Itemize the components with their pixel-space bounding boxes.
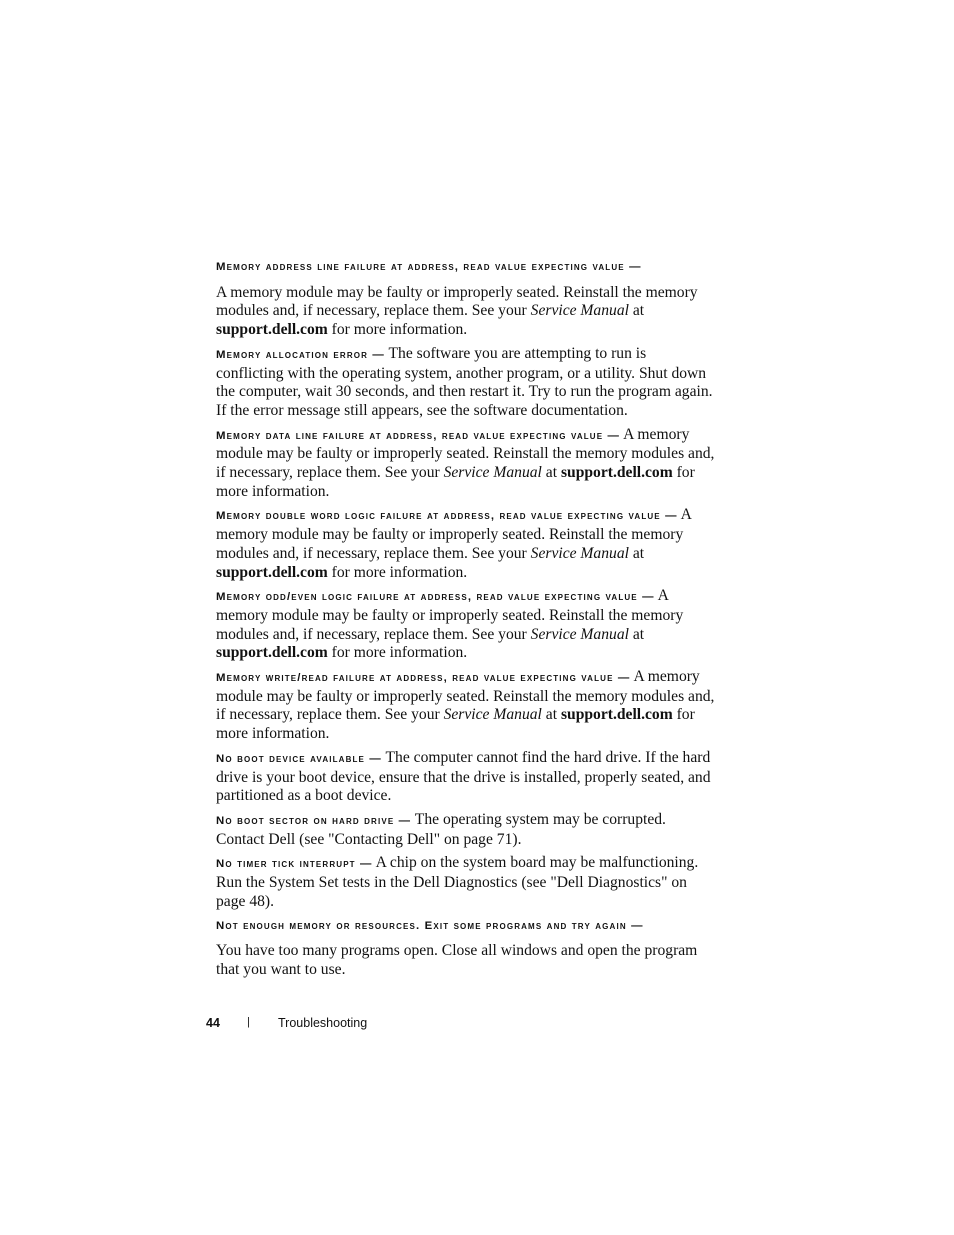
error-description <box>216 284 716 340</box>
description-text: The operating system may be corrupted. Contact Dell (see "Contacting Dell" on page 71). <box>216 810 666 848</box>
description-text: at <box>541 706 561 724</box>
support-link[interactable]: support.dell.com <box>216 644 328 662</box>
error-heading: Memory odd/even logic failure at address, read value expecting value — <box>216 591 655 604</box>
description-text: A memory module may be faulty or improperly seated. Reinstall the memory modules and, if necessary, replace them. See your <box>216 283 698 320</box>
error-entry-no-boot-device <box>216 749 716 806</box>
error-description: You have too many programs open. Close all windows and open the program that you want to use. <box>216 942 698 978</box>
error-heading: Memory write/read failure at address, read value expecting value — <box>216 672 631 685</box>
error-entry-no-timer-tick <box>216 854 716 911</box>
service-manual-ref: Service Manual <box>443 464 542 482</box>
error-entry-not-enough-memory <box>216 917 716 936</box>
error-entry-memory-allocation <box>216 345 716 421</box>
description-text: at <box>628 625 645 643</box>
error-heading: No boot sector on hard drive — <box>216 814 412 827</box>
error-heading: Memory address line failure at address, read value expecting value — <box>216 261 642 273</box>
description-text: for more information. <box>327 321 468 339</box>
support-link[interactable]: support.dell.com <box>560 464 673 482</box>
manual-page-body <box>216 258 716 985</box>
error-entry-memory-data-line <box>216 426 716 502</box>
description-text: for more information. <box>327 644 468 662</box>
description-text: The software you are attempting to run is conflicting with the operating system, another program, or a utility. Shut down the computer, wait 30 seconds, and then restart it. Try to run the program again. If the error message still appears, see the software documentation. <box>216 344 713 419</box>
description-text: at <box>628 302 645 320</box>
description-text: A memory module may be faulty or improperly seated. Reinstall the memory modules and, if necessary, replace them. See your <box>216 506 692 562</box>
description-text: for more information. <box>216 706 695 743</box>
error-entry-no-boot-sector <box>216 811 716 849</box>
error-heading: No boot device available — <box>216 752 382 765</box>
description-text: A chip on the system board may be malfunctioning. Run the System Set tests in the Dell Diagnostics (see "Dell Diagnostics" on page 48). <box>216 854 699 910</box>
error-heading: Not enough memory or resources. Exit some programs and try again — <box>216 919 644 932</box>
error-entry-memory-odd-even <box>216 587 716 663</box>
error-entry-memory-write-read <box>216 668 716 744</box>
description-text: for more information. <box>327 563 468 581</box>
support-link[interactable]: support.dell.com <box>216 321 328 339</box>
description-text: A memory module may be faulty or improperly seated. Reinstall the memory modules and, if necessary, replace them. See your <box>216 425 715 482</box>
error-entry-memory-double-word <box>216 506 716 582</box>
error-heading: Memory allocation error — <box>216 348 385 361</box>
description-text: A memory module may be faulty or improperly seated. Reinstall the memory modules and, if necessary, replace them. See your <box>216 587 684 643</box>
support-link[interactable]: support.dell.com <box>560 706 673 724</box>
description-text: The computer cannot find the hard drive. If the hard drive is your boot device, ensure that the drive is installed, properly seated, and partitioned as a boot device. <box>216 748 711 805</box>
error-heading: Memory double word logic failure at address, read value expecting value — <box>216 510 678 523</box>
error-entry-memory-address-line <box>216 258 716 277</box>
support-link[interactable]: support.dell.com <box>216 563 328 581</box>
page-number: 44 <box>206 1016 220 1030</box>
service-manual-ref: Service Manual <box>530 544 629 562</box>
error-heading: No timer tick interrupt — <box>216 858 373 871</box>
error-heading: Memory data line failure at address, read value expecting value — <box>216 429 621 442</box>
description-text: at <box>541 464 561 482</box>
service-manual-ref: Service Manual <box>530 302 629 320</box>
description-text: for more information. <box>216 464 695 500</box>
service-manual-ref: Service Manual <box>443 706 542 724</box>
description-text: A memory module may be faulty or improperly seated. Reinstall the memory modules and, if necessary, replace them. See your <box>216 668 715 724</box>
footer-separator: | <box>247 1016 250 1028</box>
section-title: Troubleshooting <box>278 1016 368 1030</box>
service-manual-ref: Service Manual <box>530 625 629 643</box>
description-text: at <box>628 544 645 562</box>
